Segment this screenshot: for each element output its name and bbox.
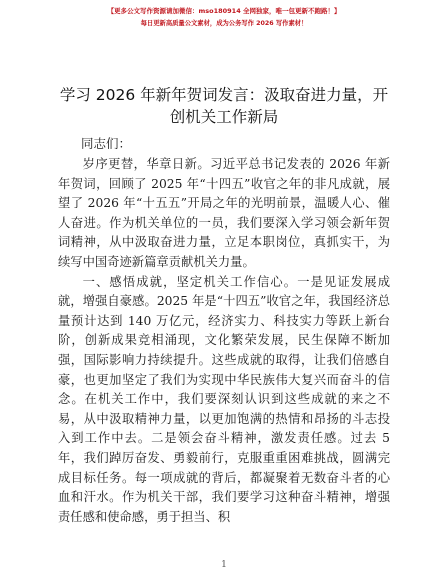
salutation: 同志们： <box>81 136 132 151</box>
page-number: 1 <box>221 560 227 570</box>
promo-banner-line-2: 每日更新高质量公文素材，成为公务写作 2026 写作素材！ <box>140 20 308 27</box>
paragraph-intro: 岁序更替，华章日新。习近平总书记发表的 2026 年新年贺词，回顾了 2025 年“十四五”收官之年的非凡成就，展望了 2026 年“十五五”开局之年的光明前景，温暖人心、催人奋进。作为机关单位的一员，我们要深入学习领会新年贺词精神，从中汲取奋进力量，立足本职岗位，真抓实干，为续写中国奇迹新篇章贡献机关力量。 <box>58 157 390 269</box>
document-title: 学习 2026 年新年贺词发言：汲取奋进力量，开创机关工作新局 <box>59 86 389 126</box>
promo-banner-line-1: 【更多公文写作资源请加微信：mso180914 全网独家，唯一包更新不跑路！】 <box>107 7 341 15</box>
paragraph-section-one: 一、感悟成就，坚定机关工作信心。一是见证发展成就，增强自豪感。2025 年是“十四五”收官之年，我国经济总量预计达到 140 万亿元，经济实力、科技实力等跃上新台阶，创新成果竞相涌现，文化繁荣发展，民生保障不断加强，国际影响力持续提升。这些成就的取得，让我们倍感自豪，也更加坚定了我们为实现中华民族伟大复兴而奋斗的信念。在机关工作中，我们要深刻认识到这些成就的来之不易，从中汲取精神力量，以更加饱满的热情和昂扬的斗志投入到工作中去。二是领会奋斗精神，激发责任感。过去 5 年，我们踔厉奋发、勇毅前行，克服重重困难挑战，圆满完成目标任务。每一项成就的背后，都凝聚着无数奋斗者的心血和汗水。作为机关干部，我们要学习这种奋斗精神，增强责任感和使命感，勇于担当、积 <box>58 274 390 524</box>
document-body <box>58 155 390 527</box>
